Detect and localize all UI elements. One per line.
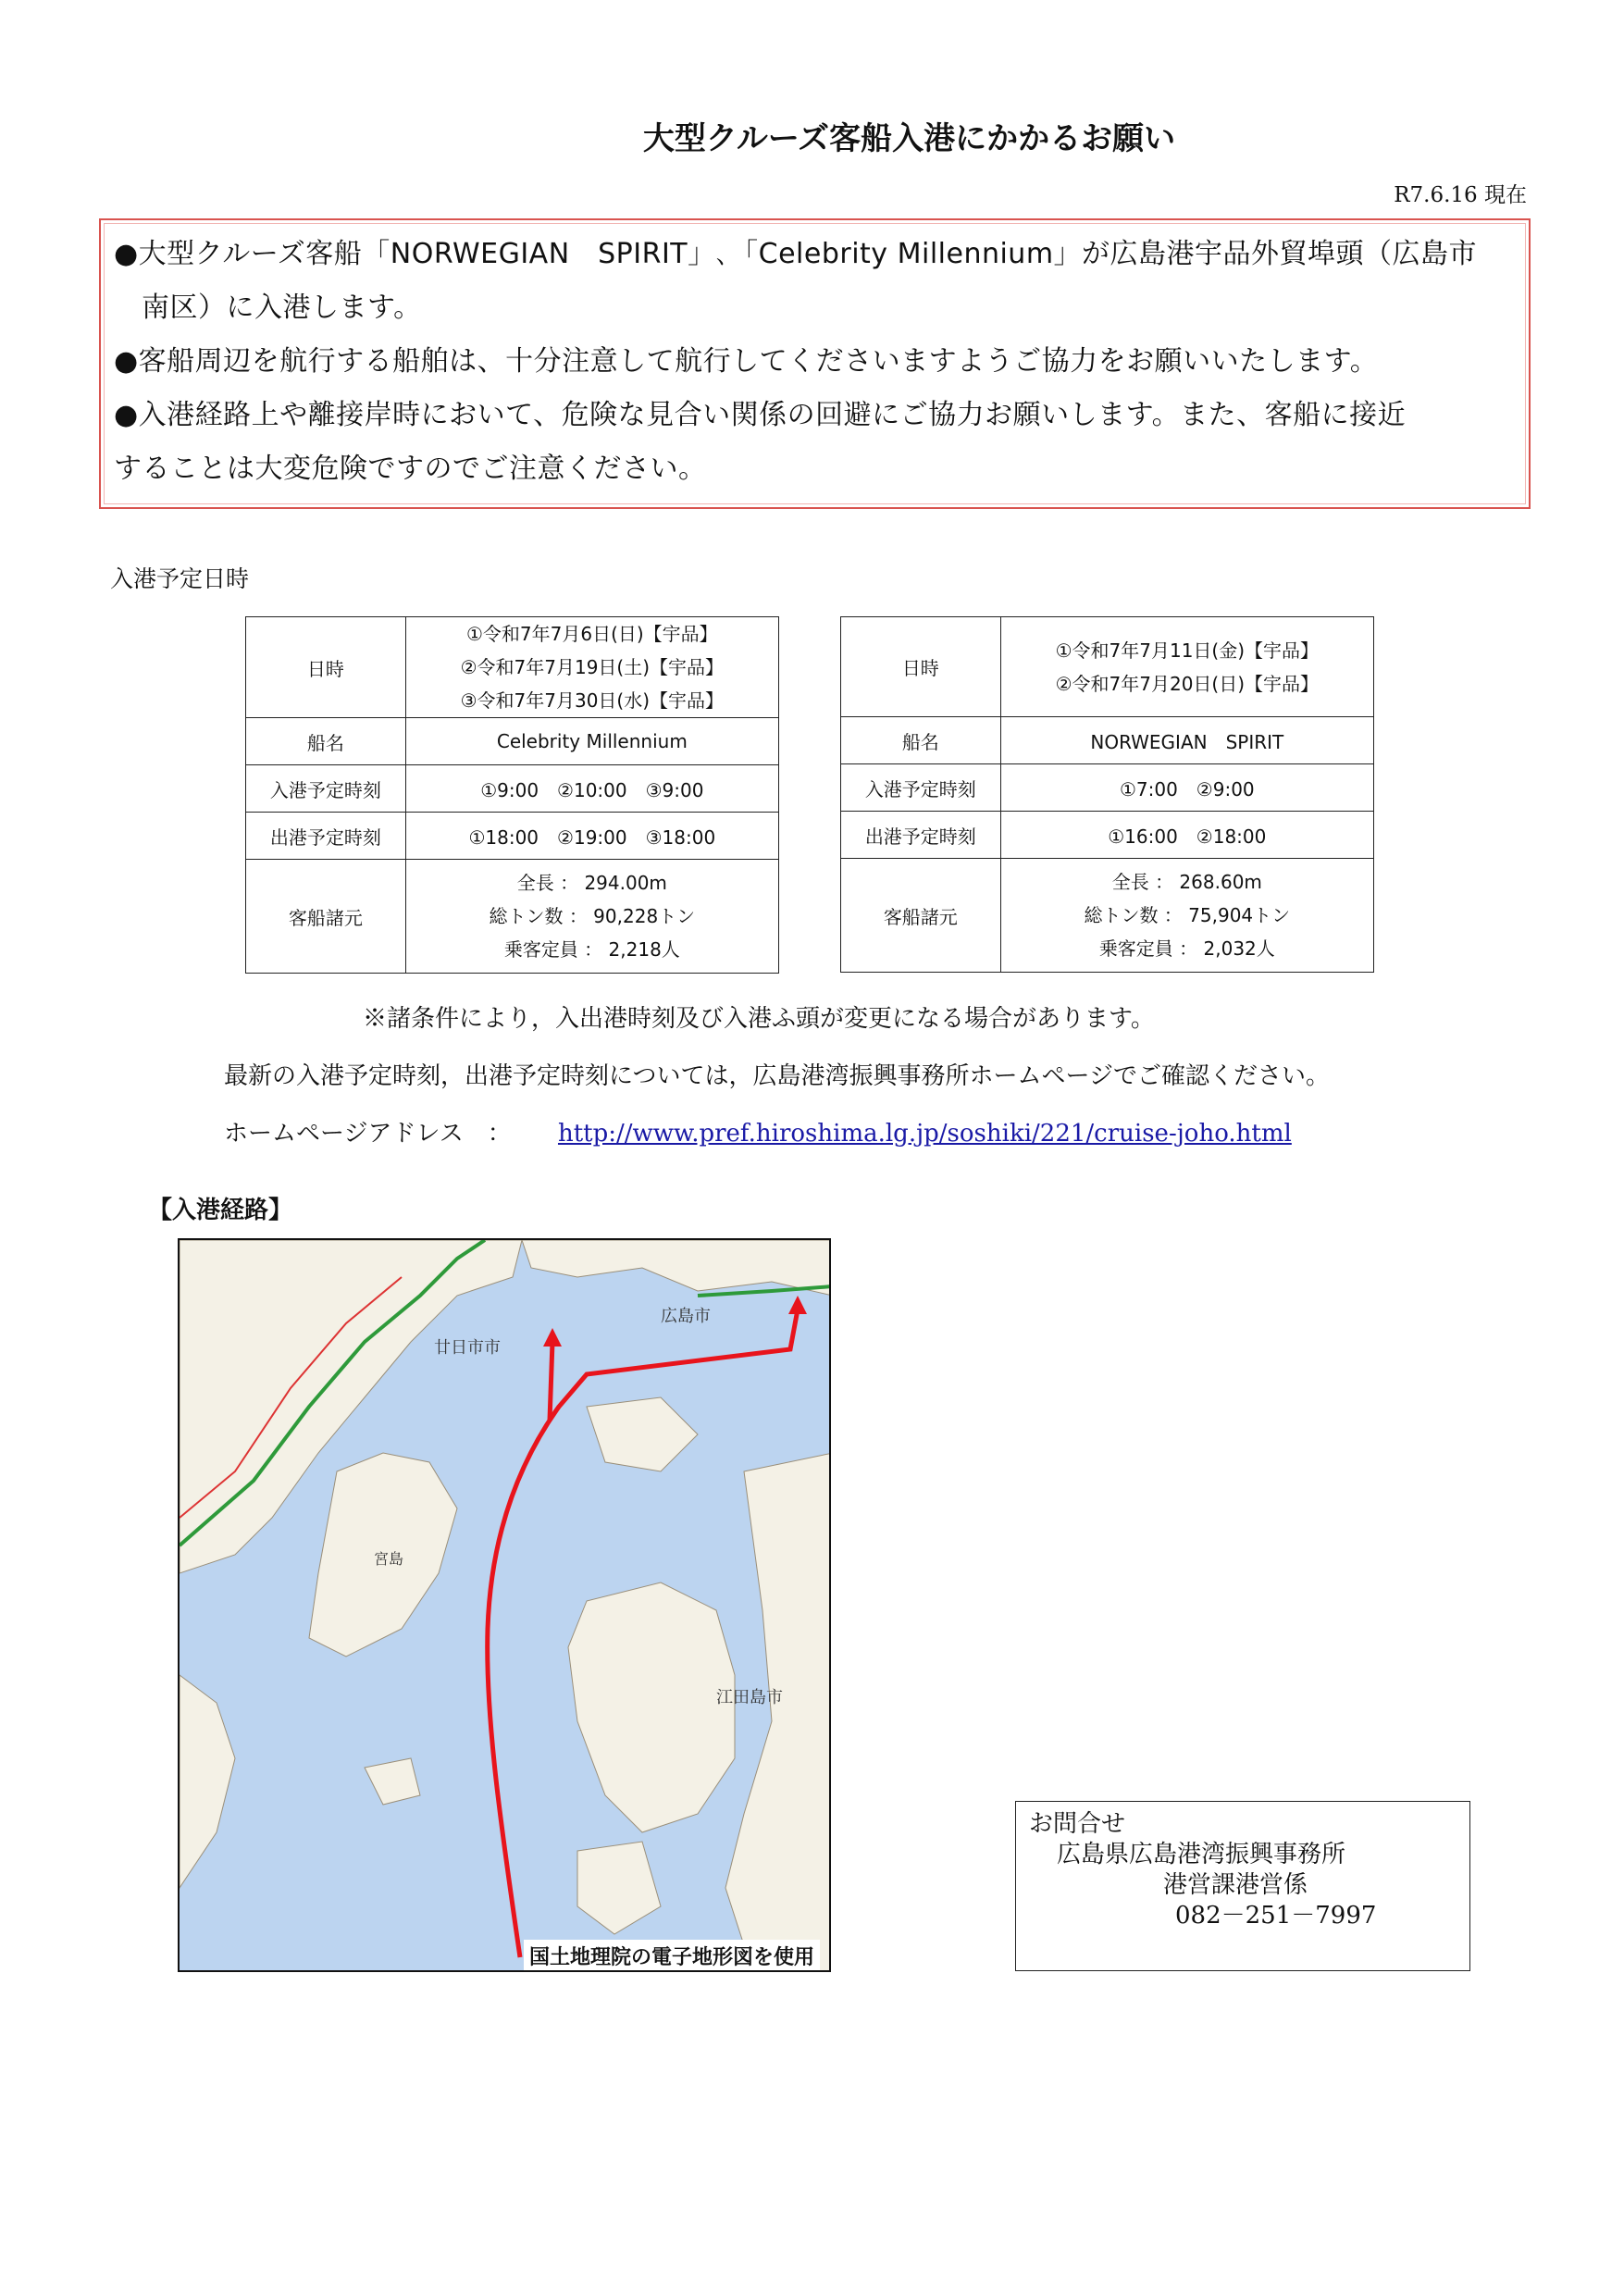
- arrival-label: 入港予定時刻: [246, 765, 406, 813]
- map-label-hatsukaichi: 廿日市市: [434, 1338, 501, 1357]
- date-label: 日時: [841, 617, 1001, 717]
- arrival-label: 入港予定時刻: [841, 764, 1001, 812]
- departure-label: 出港予定時刻: [841, 812, 1001, 859]
- contact-phone: 082－251－7997: [1175, 1902, 1377, 1930]
- schedule-table-millennium: [245, 616, 779, 974]
- date-values: [1000, 617, 1373, 717]
- departure-times: ①18:00 ②19:00 ③18:00: [405, 813, 778, 860]
- contact-heading: お問合せ: [1029, 1810, 1126, 1838]
- spec-label: 客船諸元: [246, 860, 406, 974]
- spec-tonnage: 総トン数 ： 75,904トン: [1084, 904, 1291, 926]
- notice-line-3: ●入港経路上や離接岸時において、危険な見合い関係の回避にご協力お願いします。また、客船に接近: [114, 399, 1407, 431]
- url-label: ホームページアドレス ：: [224, 1120, 512, 1148]
- ship-name: Celebrity Millennium: [405, 718, 778, 765]
- route-arrow-east: [788, 1296, 807, 1314]
- date-2: ②令和7年7月19日(土)【宇品】: [460, 656, 725, 678]
- schedule-label: 入港予定日時: [110, 565, 250, 592]
- spec-tonnage: 総トン数 ： 90,228トン: [489, 905, 696, 927]
- schedule-table-norwegian: [840, 616, 1374, 973]
- date-label: 日時: [246, 617, 406, 718]
- spec-values: [405, 860, 778, 974]
- date-3: ③令和7年7月30日(水)【宇品】: [460, 689, 725, 712]
- date-1: ①令和7年7月6日(日)【宇品】: [465, 623, 718, 645]
- date-values: [405, 617, 778, 718]
- spec-values: [1000, 859, 1373, 973]
- contact-office: 広島県広島港湾振興事務所: [1057, 1841, 1346, 1868]
- spec-length: 全長 ： 294.00m: [516, 872, 667, 894]
- map-credit: 国土地理院の電子地形図を使用: [524, 1940, 820, 1972]
- contact-section: 港営課港営係: [1163, 1871, 1308, 1899]
- land-south-island: [577, 1842, 661, 1934]
- land-ninoshima: [587, 1397, 698, 1471]
- land-southwest: [180, 1675, 235, 1888]
- map-label-miyajima: 宮島: [374, 1552, 404, 1568]
- map-label-hiroshima: 広島市: [661, 1307, 711, 1325]
- date-1: ①令和7年7月11日(金)【宇品】: [1055, 639, 1320, 662]
- map-label-etajima: 江田島市: [716, 1688, 783, 1706]
- land-east: [725, 1453, 831, 1972]
- notice-line-1: ●大型クルーズ客船「NORWEGIAN SPIRIT」､「Celebrity Millennium」が広島港宇品外貿埠頭（広島市: [114, 238, 1478, 270]
- ship-label: 船名: [841, 717, 1001, 764]
- route-arrow-west: [543, 1328, 562, 1347]
- route-label: 【入港経路】: [148, 1197, 293, 1224]
- spec-length: 全長 ： 268.60m: [1111, 871, 1262, 893]
- spec-label: 客船諸元: [841, 859, 1001, 973]
- departure-times: ①16:00 ②18:00: [1000, 812, 1373, 859]
- spec-capacity: 乗客定員 ： 2,032人: [1098, 937, 1275, 960]
- homepage-link[interactable]: http://www.pref.hiroshima.lg.jp/soshiki/221/cruise-joho.html: [557, 1120, 1292, 1148]
- land-small-island: [365, 1758, 420, 1805]
- arrival-times: ①7:00 ②9:00: [1000, 764, 1373, 812]
- map-graphic: [180, 1240, 831, 1972]
- ship-label: 船名: [246, 718, 406, 765]
- page-title: 大型クルーズ客船入港にかかるお願い: [642, 120, 1176, 157]
- entry-route-branch: [550, 1342, 552, 1421]
- remark-latest-info: 最新の入港予定時刻，出港予定時刻については，広島港湾振興事務所ホームページでご確認ください。: [224, 1062, 1330, 1090]
- notice-line-2: ●客船周辺を航行する船舶は、十分注意して航行してくださいますようご協力をお願いいたします。: [114, 345, 1379, 378]
- as-of-date: R7.6.16 現在: [1394, 183, 1527, 207]
- date-2: ②令和7年7月20日(日)【宇品】: [1055, 672, 1320, 695]
- route-map: [178, 1238, 831, 1972]
- departure-label: 出港予定時刻: [246, 813, 406, 860]
- remark-conditions: ※諸条件により，入出港時刻及び入港ふ頭が変更になる場合があります。: [363, 1005, 1155, 1033]
- land-north-shore: [522, 1240, 831, 1296]
- land-etajima: [568, 1582, 735, 1832]
- ship-name: NORWEGIAN SPIRIT: [1000, 717, 1373, 764]
- arrival-times: ①9:00 ②10:00 ③9:00: [405, 765, 778, 813]
- spec-capacity: 乗客定員 ： 2,218人: [503, 938, 680, 961]
- notice-box: [99, 218, 1531, 509]
- contact-box: [1015, 1801, 1470, 1971]
- remark-url-row: [224, 1114, 1292, 1148]
- notice-line-1b: 南区）に入港します。: [142, 292, 422, 324]
- notice-line-3b: することは大変危険ですのでご注意ください。: [114, 453, 707, 485]
